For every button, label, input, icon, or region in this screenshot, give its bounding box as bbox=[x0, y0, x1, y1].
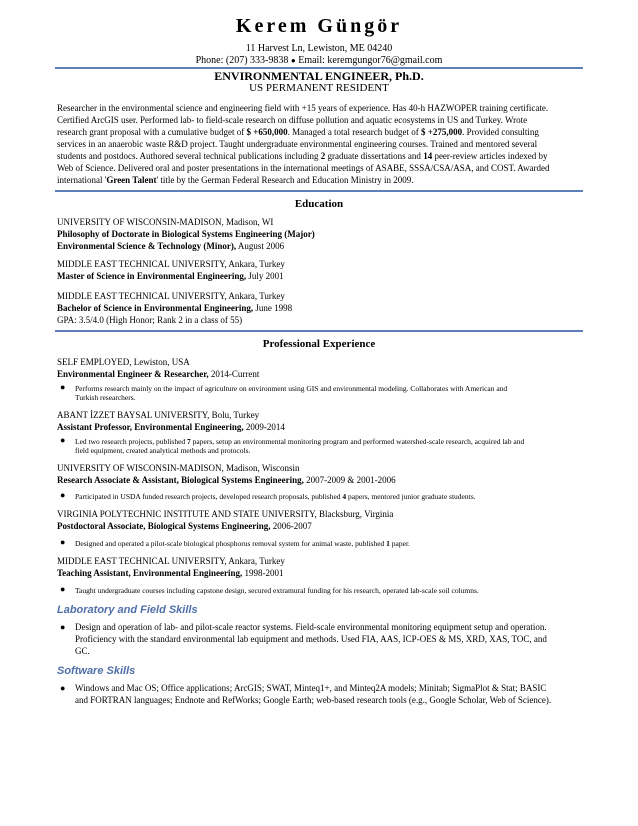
employer: UNIVERSITY OF WISCONSIN-MADISON, Madison, Wisconsin bbox=[57, 463, 300, 473]
job-role: Teaching Assistant, Environmental Engineering, 1998-2001 bbox=[57, 568, 284, 578]
bullet-icon: ● bbox=[60, 584, 66, 594]
job-bullet: Performs research mainly on the impact of agriculture on environment using GIS and environmental modeling. Collaborates with American and Turkish researchers. bbox=[75, 384, 508, 402]
degree: Master of Science in Environmental Engineering, July 2001 bbox=[57, 271, 284, 281]
job-bullet: Taught undergraduate courses including capstone design, secured extramural funding for his research, operated lab-scale soil columns. bbox=[75, 586, 479, 595]
summary-line: Web of Science. Delivered oral and poster presentations in the international meetings of ASABE, SSSA/CSA/ASA, and COST. Awarded bbox=[57, 163, 550, 173]
employer: SELF EMPLOYED, Lewiston, USA bbox=[57, 357, 190, 367]
employer: ABANT İZZET BAYSAL UNIVERSITY, Bolu, Turkey bbox=[57, 410, 260, 420]
degree: Environmental Science & Technology (Minor), August 2006 bbox=[57, 241, 285, 251]
bullet-icon: ● bbox=[60, 382, 66, 392]
summary-line: students and postdocs. Authored several technical publications including 2 graduate dissertations and 14 peer-review articles indexed by bbox=[57, 151, 548, 161]
summary-line: services in an anaerobic waste R&D project. Taught undergraduate environmental engineering courses. Trained and mentored several bbox=[57, 139, 538, 149]
lab-skills-heading: Laboratory and Field Skills bbox=[57, 604, 198, 616]
software-skills-text: Windows and Mac OS; Office applications; ArcGIS; SWAT, Minteq1+, and Minteq2A models; Minitab; SigmaPlot & Stat; BASIC and FORTRAN languages; Endnote and RefWorks; Google Earth; web-based research tools (e.g., Google Scholar, Web of Science). bbox=[75, 683, 552, 705]
summary-line: Certified ArcGIS user. Performed lab- to field-scale research on diffuse pollution and aquatic ecosystems in US and Turkey. Wrote bbox=[57, 115, 528, 125]
separator-dot: ● bbox=[290, 56, 296, 65]
experience-heading: Professional Experience bbox=[262, 338, 376, 350]
bullet-icon: ● bbox=[60, 435, 66, 445]
address: 11 Harvest Ln, Lewiston, ME 04240 bbox=[245, 43, 393, 54]
job-role: Research Associate & Assistant, Biological Systems Engineering, 2007-2009 & 2001-2006 bbox=[57, 475, 396, 485]
bullet-icon: ● bbox=[60, 683, 66, 693]
employer: MIDDLE EAST TECHNICAL UNIVERSITY, Ankara, Turkey bbox=[57, 556, 285, 566]
lab-skills-text: Design and operation of lab- and pilot-scale reactor systems. Field-scale environmental monitoring equipment setup and operation. Proficiency with the standard environmental lab equipment and methods. Used FIA, AAS, ICP-OES & MS, XRD, XAS, TOC, and GC. bbox=[75, 622, 547, 656]
phone: Phone: (207) 333-9838 bbox=[195, 55, 289, 66]
degree: Philosophy of Doctorate in Biological Systems Engineering (Major) bbox=[57, 229, 315, 239]
bullet-icon: ● bbox=[60, 537, 66, 547]
job-role: Assistant Professor, Environmental Engineering, 2009-2014 bbox=[57, 422, 285, 432]
job-role: Postdoctoral Associate, Biological Systems Engineering, 2006-2007 bbox=[57, 521, 312, 531]
education-heading: Education bbox=[294, 198, 344, 210]
bullet-icon: ● bbox=[60, 490, 66, 500]
degree: Bachelor of Science in Environmental Engineering, June 1998 bbox=[57, 303, 293, 313]
summary-line: research grant proposal with a cumulative budget of $ +650,000. Managed a total research budget of $ +275,000. Provided consulting bbox=[57, 127, 539, 137]
headline-title: ENVIRONMENTAL ENGINEER, Ph.D. bbox=[214, 69, 424, 83]
contact-line bbox=[0, 55, 638, 67]
job-bullet: Designed and operated a pilot-scale biological phosphorus removal system for animal waste, published 1 paper. bbox=[75, 539, 410, 548]
job-role: Environmental Engineer & Researcher, 2014-Current bbox=[57, 369, 260, 379]
divider bbox=[55, 330, 583, 332]
headline-subtitle: US PERMANENT RESIDENT bbox=[249, 82, 389, 94]
bullet-icon: ● bbox=[60, 622, 66, 632]
school-name: MIDDLE EAST TECHNICAL UNIVERSITY, Ankara, Turkey bbox=[57, 291, 285, 301]
job-bullet: Led two research projects, published 7 papers, setup an environmental monitoring program and performed watershed-scale research, acquired lab and field equipment, created analytical methods and protocols. bbox=[75, 437, 525, 455]
summary bbox=[57, 102, 582, 186]
candidate-name: Kerem Güngör bbox=[235, 15, 403, 37]
school-name: MIDDLE EAST TECHNICAL UNIVERSITY, Ankara, Turkey bbox=[57, 259, 285, 269]
school-name: UNIVERSITY OF WISCONSIN-MADISON, Madison, WI bbox=[57, 217, 274, 227]
email: Email: keremgungor76@gmail.com bbox=[298, 55, 443, 66]
software-skills-heading: Software Skills bbox=[57, 665, 136, 677]
summary-line: international 'Green Talent' title by the German Federal Research and Education Ministry in 2009. bbox=[57, 175, 414, 185]
job-bullet: Participated in USDA funded research projects, developed research proposals, published 4 papers, mentored junior graduate students. bbox=[75, 492, 476, 501]
summary-line: Researcher in the environmental science and engineering field with +15 years of experience. Has 40-h HAZWOPER training certificate. bbox=[57, 103, 549, 113]
divider bbox=[55, 190, 583, 192]
employer: VIRGINIA POLYTECHNIC INSTITUTE AND STATE UNIVERSITY, Blacksburg, Virginia bbox=[57, 509, 394, 519]
gpa: GPA: 3.5/4.0 (High Honor; Rank 2 in a class of 55) bbox=[57, 315, 243, 325]
